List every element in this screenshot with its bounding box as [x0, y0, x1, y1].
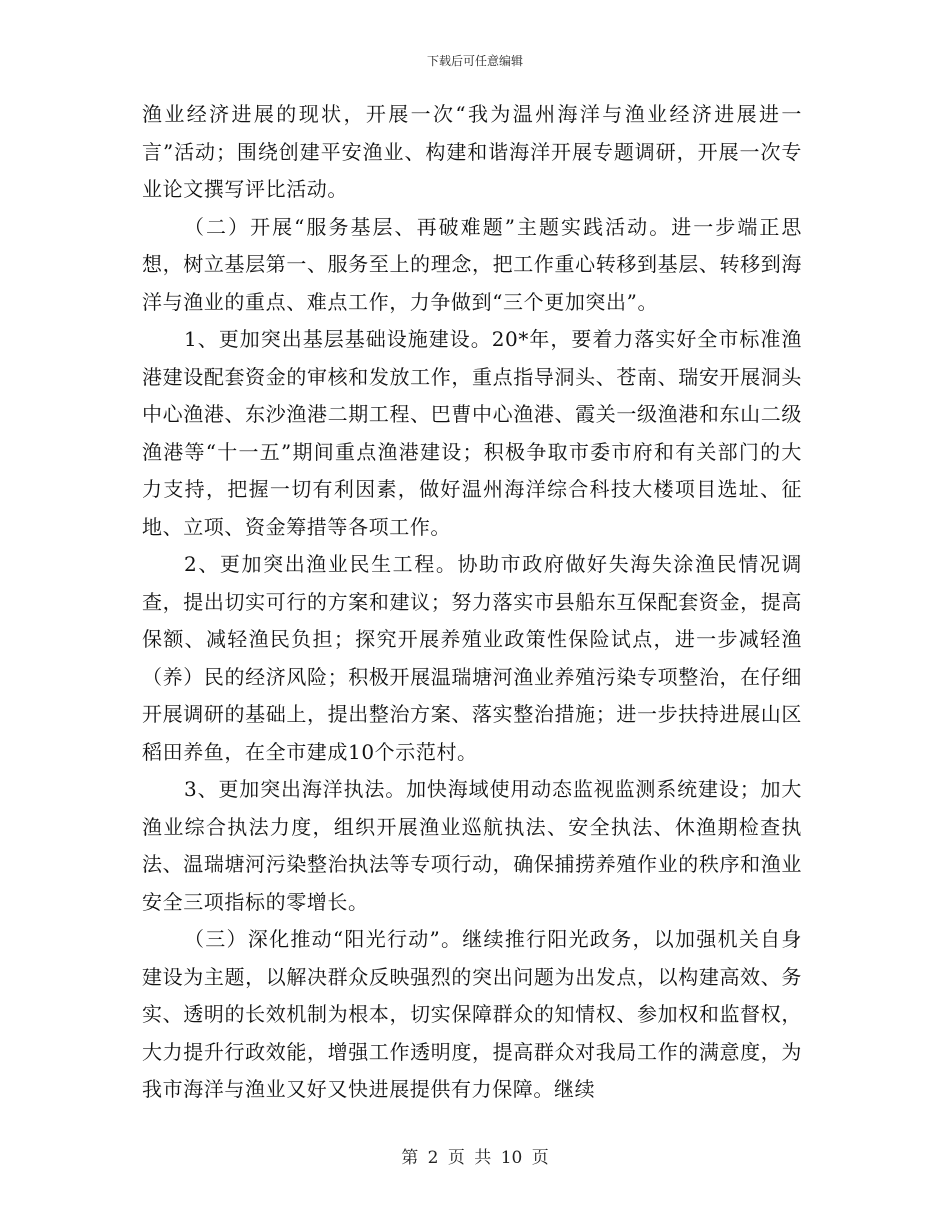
- document-body: [142, 96, 802, 1109]
- page-header: 下载后可任意编辑: [426, 54, 523, 68]
- paragraph-2: （二）开展“服务基层、再破难题”主题实践活动。进一步端正思想，树立基层第一、服务至上的理念，把工作重心转移到基层、转移到海洋与渔业的重点、难点工作，力争做到“三个更加突出”。: [142, 214, 802, 314]
- paragraph-4: 2、更加突出渔业民生工程。协助市政府做好失海失涂渔民情况调查，提出切实可行的方案和建议；努力落实市县船东互保配套资金，提高保额、减轻渔民负担；探究开展养殖业政策性保险试点，进一步减轻渔（养）民的经济风险；积极开展温瑞塘河渔业养殖污染专项整治，在仔细开展调研的基础上，提出整治方案、落实整治措施；进一步扶持进展山区稻田养鱼，在全市建成10个示范村。: [142, 552, 802, 764]
- paragraph-1: 渔业经济进展的现状，开展一次“我为温州海洋与渔业经济进展进一言”活动；围绕创建平安渔业、构建和谐海洋开展专题调研，开展一次专业论文撰写评比活动。: [142, 102, 802, 201]
- paragraph-3: 1、更加突出基层基础设施建设。20*年，要着力落实好全市标准渔港建设配套资金的审核和发放工作，重点指导洞头、苍南、瑞安开展洞头中心渔港、东沙渔港二期工程、巴曹中心渔港、霞关一级渔港和东山二级渔港等“十一五”期间重点渔港建设；积极争取市委市府和有关部门的大力支持，把握一切有利因素，做好温州海洋综合科技大楼项目选址、征地、立项、资金筹措等各项工作。: [142, 327, 802, 539]
- paragraph-5: 3、更加突出海洋执法。加快海域使用动态监视监测系统建设；加大渔业综合执法力度，组织开展渔业巡航执法、安全执法、休渔期检查执法、温瑞塘河污染整治执法等专项行动，确保捕捞养殖作业的秩序和渔业安全三项指标的零增长。: [142, 777, 802, 914]
- page-number: 第 2 页 共 10 页: [401, 1148, 549, 1168]
- paragraph-6: （三）深化推动“阳光行动”。继续推行阳光政务，以加强机关自身建设为主题，以解决群众反映强烈的突出问题为出发点，以构建高效、务实、透明的长效机制为根本，切实保障群众的知情权、参加权和监督权，大力提升行政效能，增强工作透明度，提高群众对我局工作的满意度，为我市海洋与渔业又好又快进展提供有力保障。继续: [142, 927, 802, 1101]
